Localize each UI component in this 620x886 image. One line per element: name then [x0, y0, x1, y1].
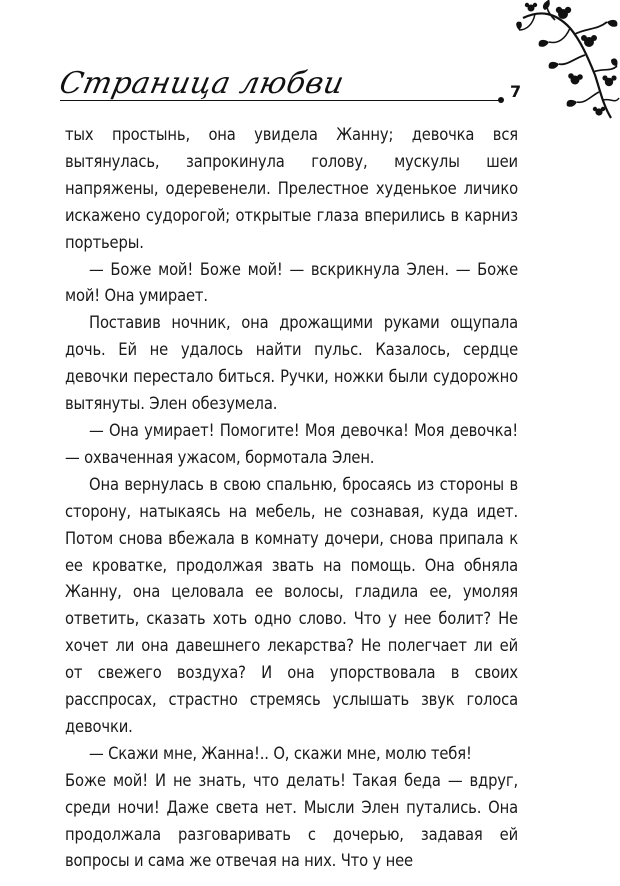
- paragraph: Она вернулась в свою спальню, бросаясь из стороны в сторону, натыкаясь на мебель, не сознавая, куда идет. Потом снова вбежала в комнату дочери, снова припала к ее кроватке, продолжая звать на помощь. Она обняла Жанну, она целовала ее волосы, гладила ее, умоляя ответить, сказать хоть одно слово. Что у нее болит? Не хочет ли она давешнего лекарства? Не полегчает ли ей от свежего воздуха? И она упорствовала в своих расспросах, страстно стремясь услышать звук голоса девочки.: [65, 474, 518, 736]
- floral-ornament-icon: [515, 0, 620, 120]
- paragraph: тых простынь, она увидела Жанну; девочка вся вытянулась, запрокинула голову, мускулы шеи напряжены, одеревенели. Прелестное худенькое личико искажено судорогой; открытые глаза вперились в карниз портьеры.: [65, 125, 518, 252]
- page-header: [0, 0, 620, 120]
- body-text: [65, 122, 518, 875]
- paragraph: — Скажи мне, Жанна!.. О, скажи мне, молю тебя!: [89, 743, 472, 763]
- header-rule: [60, 100, 500, 101]
- page-number: 7: [510, 82, 522, 101]
- paragraph: Поставив ночник, она дрожащими руками ощупала дочь. Ей не удалось найти пульс. Казалось, сердце девочки перестало биться. Ручки, ножки были судорожно вытянуты. Элен обезумела.: [65, 313, 518, 414]
- running-title: Страница любви: [56, 66, 348, 101]
- paragraph: Боже мой! И не знать, что делать! Такая беда — вдруг, среди ночи! Даже света нет. Мысли Элен путались. Она продолжала разговаривать с дочерью, задавая ей вопросы и сама же отвечая на них. Что у нее: [65, 770, 518, 871]
- paragraph: — Боже мой! Боже мой! — вскрикнула Элен. — Боже мой! Она умирает.: [65, 259, 518, 306]
- paragraph: — Она умирает! Помогите! Моя девочка! Моя девочка! — охваченная ужасом, бормотала Элен.: [65, 420, 518, 467]
